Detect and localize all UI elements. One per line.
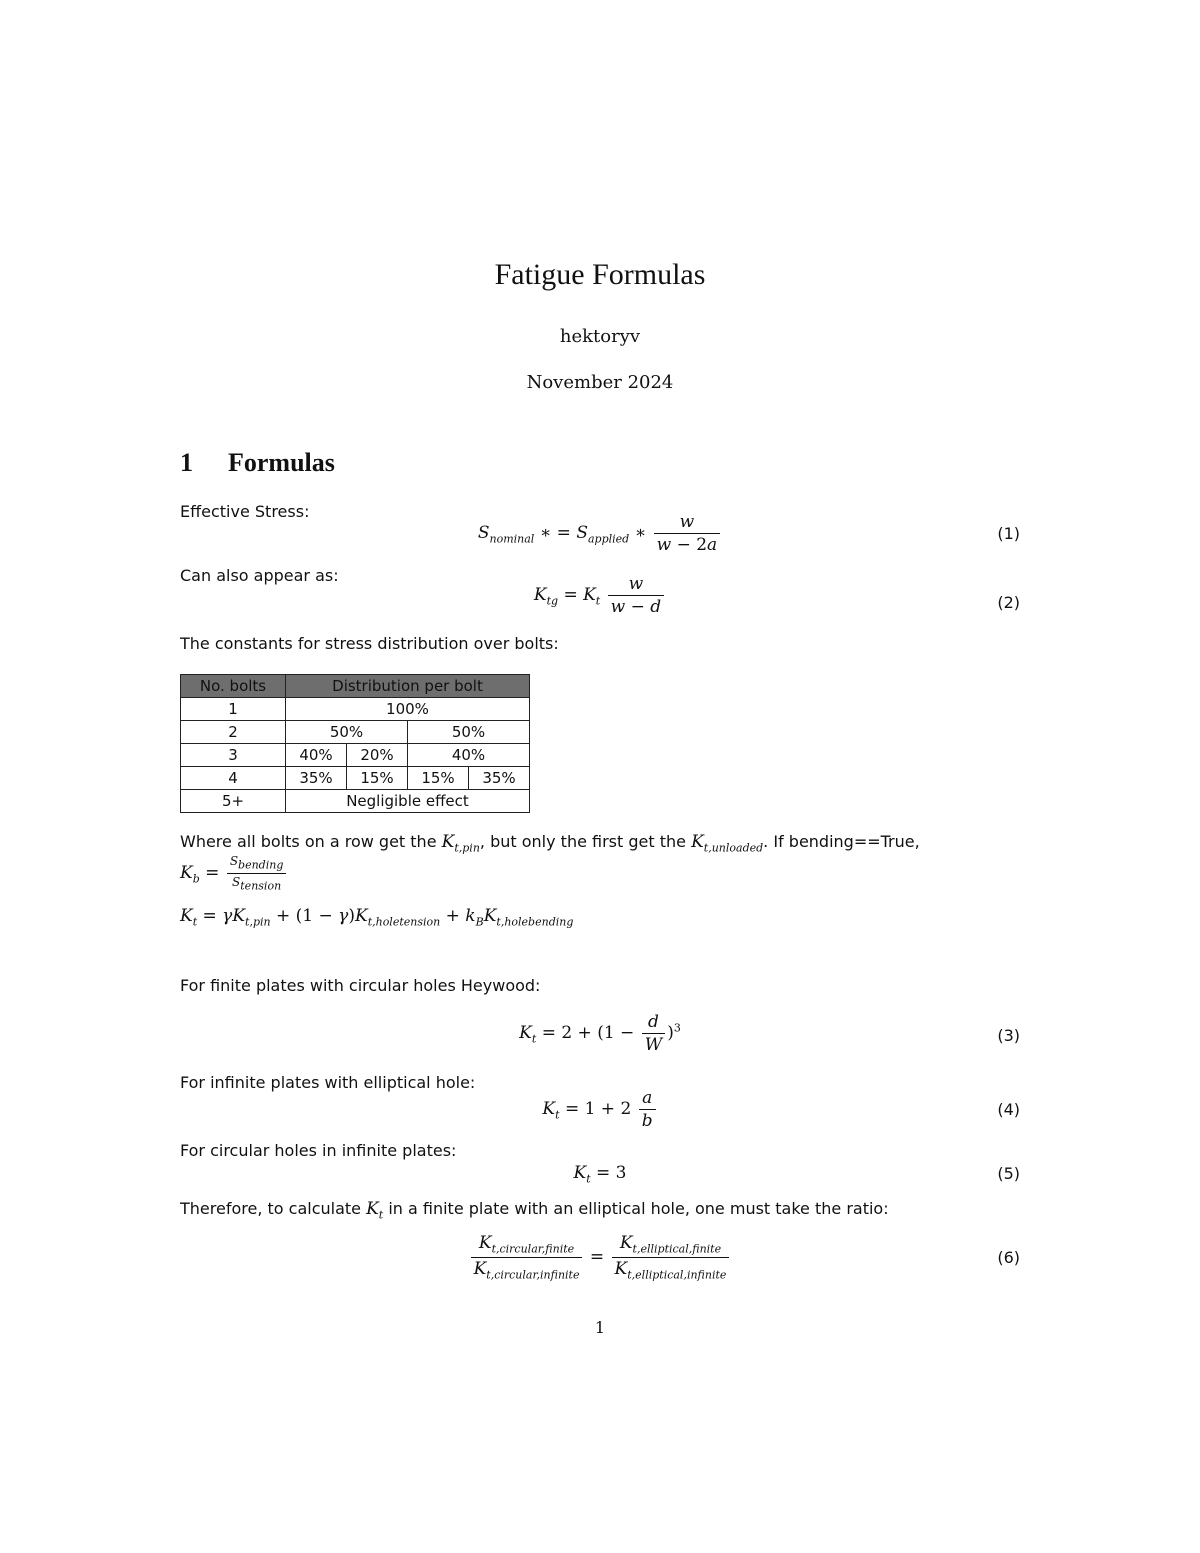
- equation-kb: $K_b$ = $\frac{S_{bending}}{S_{tension}}$: [180, 854, 288, 892]
- text-circular-infinite: For circular holes in infinite plates:: [180, 1141, 457, 1160]
- equation-4: $K_t = 1 + 2$ $\frac{a}{b}$: [0, 1088, 1200, 1132]
- table-cell: 5+: [181, 790, 286, 813]
- table-cell: 40%: [408, 744, 530, 767]
- table-cell: 15%: [347, 767, 408, 790]
- table-row: [181, 790, 530, 813]
- text-therefore: Therefore, to calculate $K_t$ in a finite plate with an elliptical hole, one must take the ratio:: [180, 1199, 889, 1222]
- text-also-appear: Can also appear as:: [180, 566, 339, 585]
- equation-3: $K_t = 2 + (1$ − $\frac{d}{W}$ )$^3$: [519, 1012, 681, 1056]
- equation-number-1: (1): [997, 524, 1020, 543]
- table-cell: 1: [181, 698, 286, 721]
- text-effective-stress: Effective Stress:: [180, 502, 310, 521]
- table-cell: 50%: [286, 721, 408, 744]
- equation-number-5: (5): [997, 1164, 1020, 1183]
- table-cell: 50%: [408, 721, 530, 744]
- table-row: [181, 767, 530, 790]
- paper-author: hektoryv: [559, 326, 641, 347]
- paper-date: November 2024: [526, 372, 674, 393]
- bolt-distribution-table: [180, 674, 530, 813]
- table-row: [181, 744, 530, 767]
- table-header-distribution: Distribution per bolt: [286, 675, 530, 698]
- equation-number-3: (3): [997, 1026, 1020, 1045]
- paper-title: Fatigue Formulas: [494, 258, 706, 291]
- table-cell: 35%: [469, 767, 530, 790]
- equation-kt-combined: $K_t = \gamma K_{t,pin} + (1 - \gamma)K_{t,holetension} + k_BK_{t,holebending}$: [180, 906, 574, 929]
- text-finite-plates: For finite plates with circular holes Heywood:: [180, 976, 541, 995]
- table-cell: Negligible effect: [286, 790, 530, 813]
- equation-number-6: (6): [997, 1248, 1020, 1267]
- equation-number-2: (2): [997, 593, 1020, 612]
- table-cell: 35%: [286, 767, 347, 790]
- table-cell: 4: [181, 767, 286, 790]
- table-row: [181, 698, 530, 721]
- equation-2: $K_{tg} = K_t$ $\frac{w}{w - d}$: [0, 574, 1200, 618]
- table-cell: 2: [181, 721, 286, 744]
- text-constants: The constants for stress distribution over bolts:: [180, 634, 559, 653]
- table-cell: 20%: [347, 744, 408, 767]
- equation-6: $\frac{K_{t,circular,finite}}{K_{t,circular,infinite}}$ = $\frac{K_{t,elliptical,finite}}{K_{t,elliptical,infinite}}$: [0, 1233, 1200, 1281]
- table-cell: 3: [181, 744, 286, 767]
- section-heading: [180, 448, 335, 478]
- equation-1: $S_{nominal}$ ∗ = $S_{applied}$ ∗ $\frac{w}{w - 2a}$: [0, 512, 1200, 556]
- table-header-row: [181, 675, 530, 698]
- equation-5: $K_t = 3$: [573, 1163, 627, 1186]
- page-number: 1: [594, 1318, 606, 1337]
- text-where-bolts: Where all bolts on a row get the $K_{t,pin}$, but only the first get the $K_{t,unloaded}$. If bending==True,: [180, 832, 920, 855]
- table-cell: 40%: [286, 744, 347, 767]
- section-title: Formulas: [228, 448, 335, 477]
- text-infinite-elliptical: For infinite plates with elliptical hole:: [180, 1073, 476, 1092]
- equation-number-4: (4): [997, 1100, 1020, 1119]
- table-header-bolts: No. bolts: [181, 675, 286, 698]
- table-row: [181, 721, 530, 744]
- table-cell: 15%: [408, 767, 469, 790]
- table-cell: 100%: [286, 698, 530, 721]
- section-number: 1: [180, 448, 193, 477]
